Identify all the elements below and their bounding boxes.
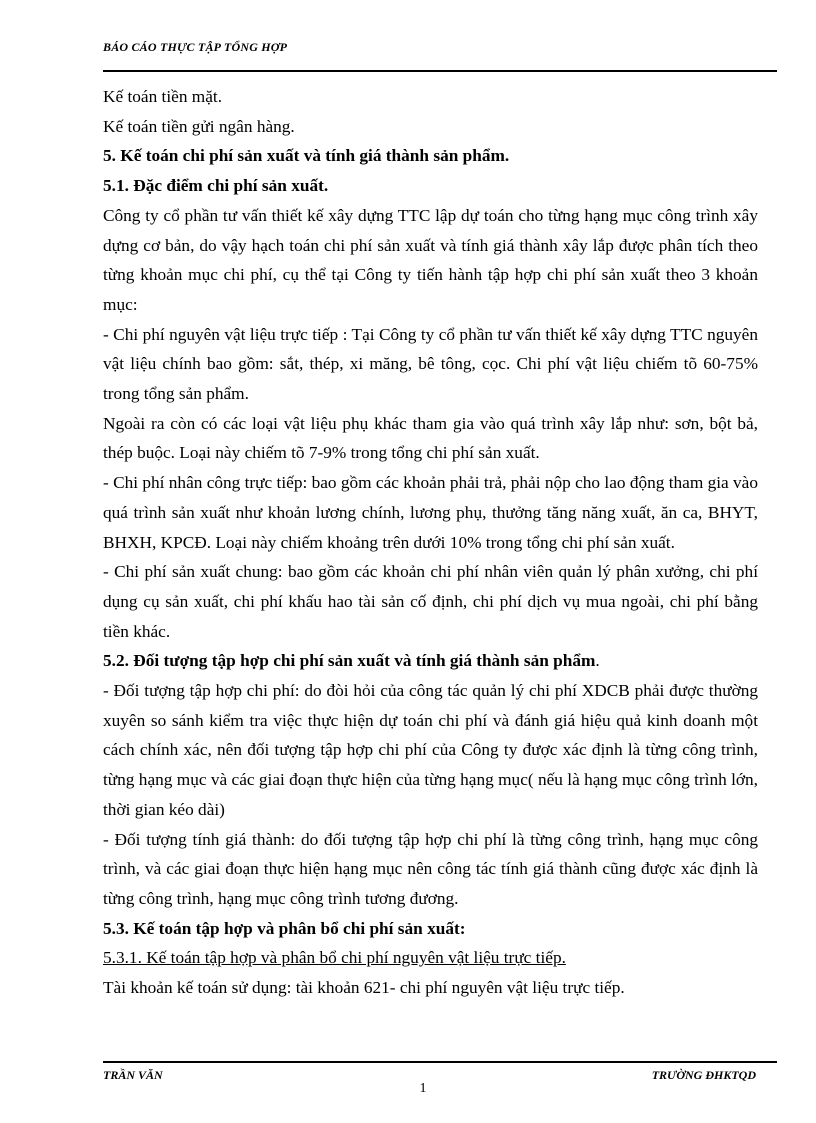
- paragraph-overhead: - Chi phí sản xuất chung: bao gồm các khoản chi phí nhân viên quản lý phân xưởng, chi phí dụng cụ sản xuất, chi phí khấu hao tài sản cố định, chi phí dịch vụ mua ngoài, chi phí bằng tiền khác.: [103, 562, 758, 641]
- paragraph-account: Tài khoản kế toán sử dụng: tài khoản 621- chi phí nguyên vật liệu trực tiếp.: [103, 978, 625, 998]
- paragraph-costing-object: - Đối tượng tính giá thành: do đối tượng tập hợp chi phí là từng công trình, hạng mục công trình, và các giai đoạn thực hiện hạng mục nên công tác tính giá thành cũng được xác định là từng công trình, hạng mục công trình tương đương.: [103, 829, 758, 908]
- document-body: [103, 82, 758, 1003]
- heading-section-5: 5. Kế toán chi phí sản xuất và tính giá thành sản phẩm.: [103, 146, 510, 166]
- footer-author: TRẦN VĂN: [103, 1068, 163, 1082]
- paragraph-cost-object: - Đối tượng tập hợp chi phí: do đòi hỏi của công tác quản lý chi phí XDCB phải được thường xuyên so sánh kiểm tra việc thực hiện dự toán chi phí và đánh giá hiệu quả kinh doanh một cách chính xác, nên đối tượng tập hợp chi phí của Công ty được xác định là từng công trình, từng hạng mục và các giai đoạn thực hiện của từng hạng mục( nếu là hạng mục công trình lớn, thời gian kéo dài): [103, 681, 758, 819]
- page-number: 1: [419, 1081, 427, 1096]
- heading-section-5-2: [103, 646, 758, 676]
- heading-section-5-3-1: 5.3.1. Kế toán tập hợp và phân bổ chi phí nguyên vật liệu trực tiếp.: [103, 948, 566, 968]
- heading-section-5-2-text: 5.2. Đối tượng tập hợp chi phí sản xuất và tính giá thành sản phẩm: [103, 651, 596, 671]
- paragraph-direct-materials: - Chi phí nguyên vật liệu trực tiếp : Tại Công ty cổ phần tư vấn thiết kế xây dựng TTC nguyên vật liệu chính bao gồm: sắt, thép, xi măng, bê tông, cọc. Chi phí vật liệu chiếm tõ 60-75% trong tổng sản phẩm.: [103, 324, 758, 404]
- heading-section-5-1: 5.1. Đặc điểm chi phí sản xuất.: [103, 176, 329, 196]
- paragraph-intro: Công ty cổ phần tư vấn thiết kế xây dựng TTC lập dự toán cho từng hạng mục công trình xây dựng cơ bản, do vậy hạch toán chi phí sản xuất và tính giá thành xây lắp được phân tích theo từng khoản mục chi phí, cụ thể tại Công ty tiến hành tập hợp chi phí sản xuất theo 3 khoản mục:: [103, 205, 758, 314]
- heading-section-5-3: 5.3. Kế toán tập hợp và phân bổ chi phí sản xuất:: [103, 918, 466, 938]
- heading-section-5-2-period: .: [595, 651, 600, 671]
- paragraph-cash: Kế toán tiền mặt.: [103, 87, 223, 106]
- footer-divider: [103, 1061, 777, 1063]
- footer-school: TRƯỜNG ĐHKTQD: [651, 1068, 756, 1082]
- page-header: BÁO CÁO THỰC TẬP TỔNG HỢP: [103, 40, 288, 54]
- paragraph-direct-labor: - Chi phí nhân công trực tiếp: bao gồm các khoản phải trả, phải nộp cho lao động tham gia vào quá trình sản xuất như khoản lương chính, lương phụ, thưởng tăng năng xuất, ăn ca, BHYT, BHXH, KPCĐ. Loại này chiếm khoảng trên dưới 10% trong tổng chi phí sản xuất.: [103, 473, 758, 552]
- paragraph-bank: Kế toán tiền gửi ngân hàng.: [103, 116, 295, 136]
- paragraph-auxiliary-materials: Ngoài ra còn có các loại vật liệu phụ khác tham gia vào quá trình xây lắp như: sơn, bột bả, thép buộc. Loại này chiếm tõ 7-9% trong tổng chi phí sản xuất.: [103, 413, 758, 463]
- header-divider: [103, 70, 777, 72]
